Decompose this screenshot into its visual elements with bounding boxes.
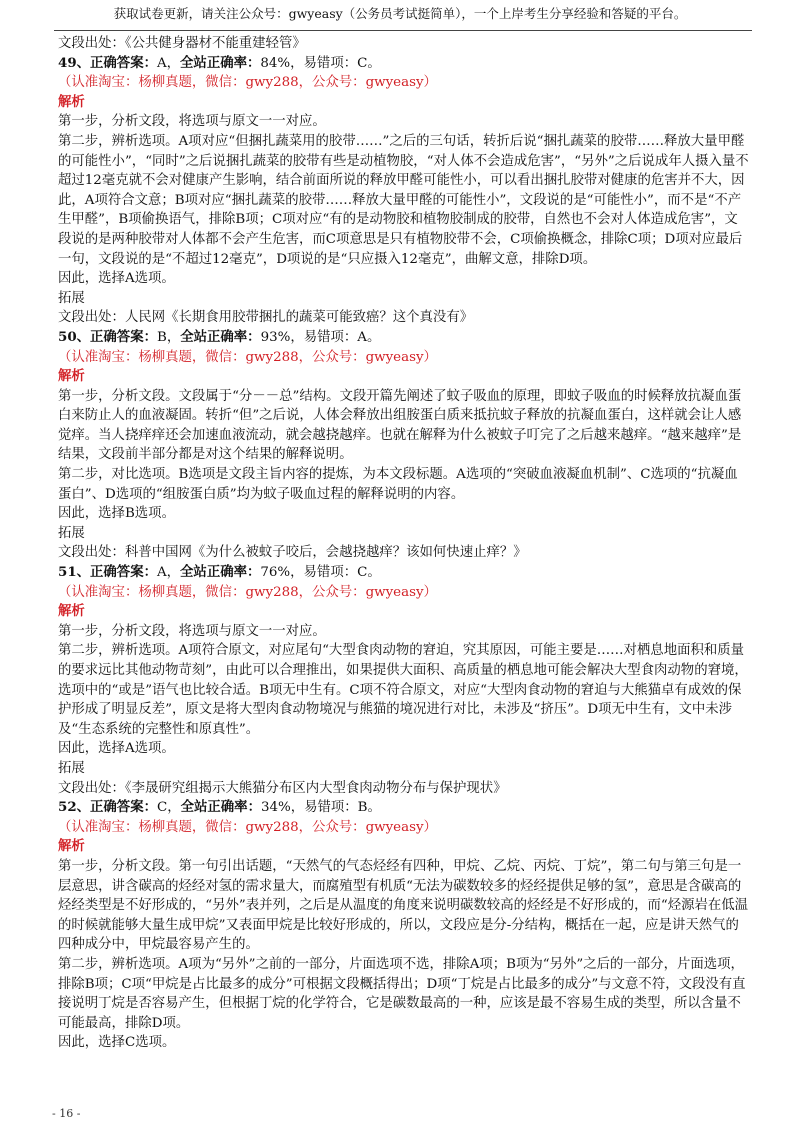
- answer-label: 51、正确答案：: [58, 564, 157, 581]
- answer-value: C，: [156, 800, 181, 816]
- q50-expand: 拓展: [58, 525, 85, 541]
- rate-value: 93%，易错项：A。: [260, 329, 381, 345]
- answer-value: A，: [156, 565, 181, 581]
- q49-step1: 第一步，分析文段，将选项与原文一一对应。: [58, 114, 326, 130]
- answer-label: 49、正确答案：: [58, 54, 157, 71]
- promo-text: （认准淘宝：杨柳真题，微信：gwy288，公众号：gwyeasy）: [58, 819, 437, 835]
- header-divider: [54, 30, 752, 31]
- q50-source: 文段出处：科普中国网《为什么被蚊子咬后，会越挠越痒？该如何快速止痒？》: [58, 545, 527, 561]
- q51-source: 文段出处：《李晟研究组揭示大熊猫分布区内大型食肉动物分布与保护现状》: [58, 780, 507, 796]
- q51-answer-line: [58, 563, 750, 602]
- q49-answer-line: [58, 54, 750, 93]
- rate-value: 84%，易错项：C。: [260, 55, 381, 71]
- q51-step1: 第一步，分析文段，将选项与原文一一对应。: [58, 623, 326, 639]
- rate-label: 全站正确率：: [180, 54, 261, 71]
- answer-label: 52、正确答案：: [58, 799, 157, 816]
- q50-analysis-label: 解析: [58, 368, 85, 385]
- q52-conclusion: 因此，选择C选项。: [58, 1035, 176, 1051]
- page-header: 获取试卷更新，请关注公众号：gwyeasy（公务员考试挺简单），一个上岸考生分享经验和答疑的平台。: [113, 6, 687, 21]
- q51-analysis-label: 解析: [58, 603, 85, 620]
- q50-step2: 第二步，对比选项。B选项是文段主旨内容的提炼，为本文段标题。A选项的“突破血液凝血机制”、C选项的“抗凝血蛋白”、D选项的“组胺蛋白质”均为蚊子吸血过程的解释说明的内容。: [58, 467, 738, 502]
- q49-analysis-label: 解析: [58, 93, 85, 110]
- promo-text: （认准淘宝：杨柳真题，微信：gwy288，公众号：gwyeasy）: [58, 75, 437, 91]
- q49-source: 文段出处：人民网《长期食用胶带捆扎的蔬菜可能致癌？这个真没有》: [58, 310, 474, 326]
- q50-step1: 第一步，分析文段。文段属于“分－－总”结构。文段开篇先阐述了蚊子吸血的原理，即蚊子吸血的时候释放抗凝血蛋白来防止人的血液凝固。转折“但”之后说，人体会释放出组胺蛋白质来抵抗蚊子释放的抗凝血蛋白，这样就会让人感觉痒。当人挠痒痒还会加速血液流动，就会越挠越痒。也就在解释为什么被蚊子叮完了之后越来越痒。“越来越痒”是结果，文段前半部分都是对这个结果的解释说明。: [58, 388, 742, 463]
- q52-step2: 第二步，辨析选项。A项为“另外”之前的一部分，片面选项不选，排除A项；B项为“另外”之后的一部分，片面选项，排除B项；C项“甲烷是占比最多的成分”可根据文段概括得出；D项“丁烷是占比最多的成分”与文意不符，文段没有直接说明丁烷是否容易产生，但根据丁烷的化学符合，它是碳数最高的一种，应该是最不容易生成的类型，所以含量不可能最高，排除D项。: [58, 956, 746, 1031]
- q52-step1: 第一步，分析文段。第一句引出话题，“天然气的气态烃经有四种，甲烷、乙烷、丙烷、丁烷”，第二句与第三句是一层意思，讲含碳高的烃经对氢的需求量大，而腐殖型有机质“无法为碳数较多的烃经提供足够的氢”，意思是含碳高的烃经类型是不好形成的，“另外”表并列，之后是从温度的角度来说明碳数较高的烃经是不好形成的，而“烃源岩在低温的时候就能够大量生成甲烷”又表面甲烷是比较好形成的，所以，文段应是分-分结构，概括在一起，应是讲天然气的四种成分中，甲烷最容易产生的。: [58, 858, 749, 953]
- q49-conclusion: 因此，选择A选项。: [58, 271, 175, 287]
- answer-label: 50、正确答案：: [58, 328, 157, 345]
- q51-conclusion: 因此，选择A选项。: [58, 741, 175, 757]
- rate-label: 全站正确率：: [180, 564, 261, 581]
- q51-step2: 第二步，辨析选项。A项符合原文，对应尾句“大型食肉动物的窘迫，究其原因，可能主要是……对栖息地面积和质量的要求远比其他动物苛刻”，由此可以合理推出，如果提供大面积、高质量的栖息地可能会解决大型食肉动物的窘境，选项中的“或是”语气也比较合适。B项无中生有。C项不符合原文，对应“大型肉食动物的窘迫与大熊猫卓有成效的保护形成了明显反差”，原文是将大型肉食动物境况与熊猫的境况进行对比，未涉及“挤压”。D项无中生有，文中未涉及“生态系统的完整性和原真性”。: [58, 643, 748, 737]
- rate-value: 76%，易错项：C。: [260, 565, 381, 581]
- promo-text: （认准淘宝：杨柳真题，微信：gwy288，公众号：gwyeasy）: [58, 584, 437, 600]
- answer-value: A，: [156, 55, 181, 71]
- q50-answer-line: [58, 328, 750, 367]
- q51-expand: 拓展: [58, 760, 85, 776]
- rate-value: 34%，易错项：B。: [260, 800, 381, 816]
- rate-label: 全站正确率：: [180, 328, 261, 345]
- promo-text: （认准淘宝：杨柳真题，微信：gwy288，公众号：gwyeasy）: [58, 349, 437, 365]
- q50-conclusion: 因此，选择B选项。: [58, 506, 175, 522]
- rate-label: 全站正确率：: [180, 799, 261, 816]
- q49-expand: 拓展: [58, 290, 85, 306]
- answer-value: B，: [156, 329, 181, 345]
- page-number: - 16 -: [52, 1107, 81, 1120]
- document-body: [58, 34, 750, 1053]
- q52-analysis-label: 解析: [58, 838, 85, 855]
- q49-step2: 第二步，辨析选项。A项对应“但捆扎蔬菜用的胶带……”之后的三句话，转折后说“捆扎蔬菜的胶带……释放大量甲醛的可能性小”，“同时”之后说捆扎蔬菜的胶带有些是动植物胶，“对人体不会造成危害”，“另外”之后说成年人摄入量不超过12毫克就不会对健康产生影响，结合前面所说的释放甲醛可能性小，可以看出捆扎胶带对健康的危害并不大，因此，A项符合文意；B项对应“捆扎蔬菜的胶带……释放大量甲醛的可能性小”，文段说的是“可能性小”，而不是“不产生甲醛”，B项偷换语气，排除B项；C项对应“有的是动物胶和植物胶制成的胶带，自然也不会对人体造成危害”，文段说的是两种胶带对人体都不会产生危害，而C项意思是只有植物胶带不会，C项偷换概念，排除C项；D项对应最后一句，文段说的是“不超过12毫克”，D项说的是“只应摄入12毫克”，曲解文意，排除D项。: [58, 133, 749, 267]
- q52-answer-line: [58, 798, 750, 837]
- q48-source: 文段出处：《公共健身器材不能重建轻管》: [58, 36, 306, 51]
